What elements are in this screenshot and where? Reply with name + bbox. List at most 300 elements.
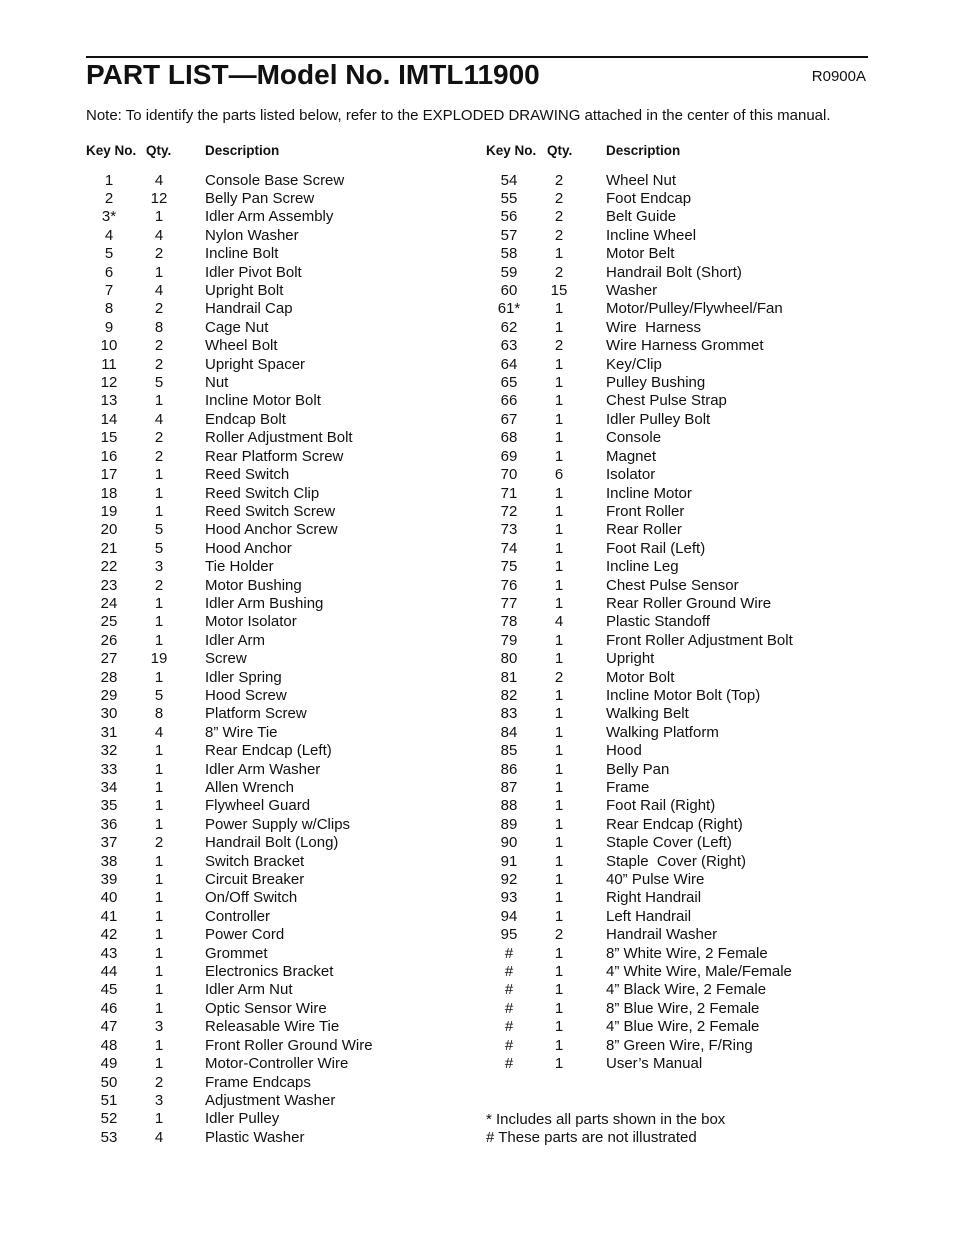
part-row (486, 1037, 866, 1055)
part-row (486, 908, 866, 926)
part-key-no: 68 (500, 429, 518, 447)
part-row (86, 172, 466, 190)
part-key-no: # (504, 1055, 514, 1073)
part-description: Walking Platform (606, 723, 719, 741)
part-qty: 8 (154, 318, 164, 336)
part-key-no: 60 (500, 282, 518, 300)
part-row (86, 540, 466, 558)
part-qty: 1 (554, 797, 564, 815)
part-description: Incline Bolt (205, 245, 279, 263)
part-key-no: 19 (100, 502, 118, 520)
part-key-no: 70 (500, 466, 518, 484)
part-description: Console Base Screw (205, 171, 345, 189)
part-description: Foot Endcap (606, 190, 692, 207)
part-row (86, 981, 466, 999)
part-row (86, 1018, 466, 1036)
part-key-no: 49 (100, 1055, 118, 1073)
part-key-no: 23 (100, 576, 118, 594)
part-qty: 19 (150, 650, 168, 668)
part-qty: 2 (154, 447, 164, 465)
part-qty: 1 (154, 926, 164, 944)
part-key-no: 29 (100, 686, 118, 704)
part-key-no: # (504, 963, 514, 981)
part-qty: 1 (554, 981, 564, 999)
part-row (86, 761, 466, 779)
part-row (486, 945, 866, 963)
part-row (86, 300, 466, 318)
part-description: Motor/Pulley/Flywheel/Fan (606, 300, 783, 318)
part-qty: 4 (154, 171, 164, 189)
part-key-no: 59 (500, 263, 518, 281)
part-key-no: 39 (100, 871, 118, 889)
part-description: Walking Belt (606, 705, 689, 723)
part-row (486, 834, 866, 852)
part-row (86, 816, 466, 834)
part-description: 8” White Wire, 2 Female (606, 944, 768, 962)
part-description: Belly Pan (606, 760, 670, 778)
part-row (486, 521, 866, 539)
key-no-header: Key No. (86, 143, 137, 158)
part-key-no: 45 (100, 981, 118, 999)
part-description: Idler Arm Washer (205, 760, 321, 778)
part-qty: 1 (554, 650, 564, 668)
part-row (486, 300, 866, 318)
part-qty: 2 (554, 171, 564, 189)
part-key-no: 77 (500, 594, 518, 612)
footnote-asterisk: * Includes all parts shown in the box (486, 1111, 726, 1128)
part-key-no: 34 (100, 779, 118, 796)
part-qty: 4 (154, 723, 164, 741)
part-row (486, 264, 866, 282)
part-key-no: 92 (500, 871, 518, 889)
part-key-no: 4 (104, 226, 114, 244)
part-row (86, 466, 466, 484)
part-qty: 1 (154, 1055, 164, 1073)
part-description: Idler Pulley (205, 1110, 280, 1128)
part-qty: 3 (154, 558, 164, 576)
part-key-no: 3* (101, 208, 117, 226)
part-row (486, 337, 866, 355)
part-description: Electronics Bracket (205, 963, 334, 981)
part-qty: 2 (154, 245, 164, 263)
part-description: Power Supply w/Clips (205, 815, 351, 833)
part-row (86, 945, 466, 963)
part-description: Screw (205, 650, 247, 668)
part-row (86, 613, 466, 631)
part-description: Motor Bolt (606, 668, 675, 686)
part-description: Wire Harness (606, 318, 702, 336)
part-key-no: 90 (500, 834, 518, 852)
part-description: Incline Wheel (606, 226, 697, 244)
part-row (86, 687, 466, 705)
part-row (486, 963, 866, 981)
part-key-no: 79 (500, 631, 518, 649)
part-description: Incline Leg (606, 558, 679, 576)
part-key-no: 55 (500, 190, 518, 207)
part-qty: 1 (154, 392, 164, 410)
part-description: Optic Sensor Wire (205, 999, 327, 1017)
part-description: Incline Motor (606, 484, 692, 502)
part-row (86, 963, 466, 981)
part-qty: 1 (554, 594, 564, 612)
part-key-no: 13 (100, 392, 118, 410)
part-qty: 5 (154, 374, 164, 392)
part-key-no: 11 (101, 355, 117, 373)
part-description: Frame (606, 779, 650, 796)
part-qty: 1 (554, 374, 564, 392)
part-qty: 1 (554, 539, 564, 557)
part-key-no: 89 (500, 815, 518, 833)
part-row (486, 245, 866, 263)
part-row (86, 319, 466, 337)
title-rule (86, 56, 868, 58)
part-key-no: # (504, 1036, 514, 1054)
part-qty: 1 (554, 686, 564, 704)
part-row (486, 926, 866, 944)
part-description: Magnet (606, 447, 657, 465)
part-description: Key/Clip (606, 355, 662, 373)
part-row (86, 797, 466, 815)
part-description: Plastic Washer (205, 1128, 305, 1146)
part-description: Left Handrail (606, 907, 692, 925)
part-key-no: 71 (500, 484, 518, 502)
part-qty: 1 (554, 871, 564, 889)
part-description: Plastic Standoff (606, 613, 710, 631)
part-description: Idler Arm Bushing (205, 594, 324, 612)
part-row (86, 521, 466, 539)
part-row (86, 208, 466, 226)
part-row (86, 742, 466, 760)
part-qty: 4 (154, 410, 164, 428)
part-description: Nylon Washer (205, 226, 299, 244)
part-key-no: 51 (100, 1091, 118, 1109)
part-key-no: 21 (100, 539, 118, 557)
part-qty: 3 (154, 1018, 164, 1036)
part-qty: 5 (154, 521, 164, 539)
part-qty: 1 (554, 300, 564, 318)
part-qty: 4 (554, 613, 564, 631)
part-key-no: 91 (500, 852, 518, 870)
part-description: Tie Holder (205, 558, 274, 576)
part-qty: 1 (554, 889, 564, 907)
part-row (86, 871, 466, 889)
part-qty: 1 (554, 576, 564, 594)
part-qty: 4 (154, 282, 164, 300)
part-key-no: 95 (500, 926, 518, 944)
part-row (86, 669, 466, 687)
part-qty: 4 (154, 1128, 164, 1146)
part-row (486, 669, 866, 687)
part-row (486, 208, 866, 226)
part-row (86, 926, 466, 944)
part-description: User’s Manual (606, 1055, 703, 1073)
part-row (86, 227, 466, 245)
part-qty: 1 (554, 245, 564, 263)
part-row (86, 1129, 466, 1147)
part-row (86, 356, 466, 374)
part-row (486, 540, 866, 558)
part-description: Isolator (606, 466, 656, 484)
part-key-no: # (504, 944, 514, 962)
part-description: 4” White Wire, Male/Female (606, 963, 792, 981)
part-qty: 1 (554, 1055, 564, 1073)
part-qty: 2 (554, 926, 564, 944)
part-description: Foot Rail (Right) (606, 797, 716, 815)
part-row (86, 245, 466, 263)
part-description: Hood Anchor Screw (205, 521, 338, 539)
part-description: 4” Black Wire, 2 Female (606, 981, 767, 999)
part-row (86, 577, 466, 595)
part-qty: 1 (554, 521, 564, 539)
part-row (86, 411, 466, 429)
part-description: Reed Switch (205, 466, 290, 484)
part-row (486, 981, 866, 999)
part-row (486, 558, 866, 576)
part-key-no: 73 (500, 521, 518, 539)
part-description: Allen Wrench (205, 779, 294, 796)
part-qty: 1 (554, 963, 564, 981)
qty-header: Qty. (146, 143, 172, 158)
part-qty: 1 (554, 852, 564, 870)
part-description: Front Roller Ground Wire (205, 1036, 373, 1054)
footnote-hash: # These parts are not illustrated (486, 1129, 697, 1147)
part-key-no: 83 (500, 705, 518, 723)
part-key-no: 78 (500, 613, 518, 631)
part-qty: 1 (154, 797, 164, 815)
part-description: 4” Blue Wire, 2 Female (606, 1018, 760, 1036)
part-key-no: 66 (500, 392, 518, 410)
part-key-no: 48 (100, 1036, 118, 1054)
part-qty: 1 (554, 318, 564, 336)
part-row (486, 172, 866, 190)
part-description: Idler Pulley Bolt (606, 410, 711, 428)
part-key-no: 94 (500, 907, 518, 925)
part-key-no: 74 (500, 539, 518, 557)
part-row (486, 650, 866, 668)
part-qty: 1 (154, 852, 164, 870)
part-key-no: 43 (100, 944, 118, 962)
part-key-no: 65 (500, 374, 518, 392)
part-description: Chest Pulse Strap (606, 392, 727, 410)
part-qty: 2 (154, 429, 164, 447)
part-description: Roller Adjustment Bolt (205, 429, 353, 447)
part-description: Cage Nut (205, 318, 269, 336)
part-qty: 2 (154, 355, 164, 373)
part-description: Flywheel Guard (205, 797, 311, 815)
part-key-no: 33 (100, 760, 118, 778)
part-row (486, 595, 866, 613)
part-row (486, 871, 866, 889)
part-key-no: 7 (104, 282, 114, 300)
part-qty: 1 (154, 263, 164, 281)
part-description: Upright Spacer (205, 355, 306, 373)
part-key-no: 50 (100, 1073, 118, 1091)
part-description: Console (606, 429, 662, 447)
part-row (486, 466, 866, 484)
part-key-no: 85 (500, 742, 518, 760)
part-row (86, 724, 466, 742)
part-key-no: 46 (100, 999, 118, 1017)
part-row (486, 724, 866, 742)
part-qty: 1 (154, 815, 164, 833)
part-key-no: 61* (497, 300, 521, 318)
part-row (486, 1055, 866, 1073)
description-header: Description (205, 143, 280, 158)
part-key-no: 1 (104, 171, 114, 189)
part-description: Reed Switch Screw (205, 502, 336, 520)
part-qty: 1 (154, 466, 164, 484)
part-row (486, 319, 866, 337)
part-description: Pulley Bushing (606, 374, 706, 392)
part-row (86, 558, 466, 576)
part-row (86, 889, 466, 907)
part-row (86, 264, 466, 282)
part-row (86, 485, 466, 503)
part-description: Idler Arm Nut (205, 981, 293, 999)
part-qty: 1 (554, 1036, 564, 1054)
part-row (486, 761, 866, 779)
left-column-header (86, 142, 466, 160)
part-key-no: 69 (500, 447, 518, 465)
part-row (86, 282, 466, 300)
part-qty: 1 (554, 815, 564, 833)
part-description: 40” Pulse Wire (606, 871, 705, 889)
part-qty: 1 (554, 502, 564, 520)
part-description: Handrail Cap (205, 300, 293, 318)
part-description: Wheel Nut (606, 171, 677, 189)
part-qty: 1 (154, 944, 164, 962)
part-qty: 1 (554, 631, 564, 649)
part-key-no: 10 (100, 337, 118, 355)
part-qty: 5 (154, 539, 164, 557)
part-row (486, 227, 866, 245)
part-row (86, 1110, 466, 1128)
part-key-no: 15 (100, 429, 118, 447)
part-qty: 1 (154, 742, 164, 760)
part-key-no: 20 (100, 521, 118, 539)
part-description: 8” Green Wire, F/Ring (606, 1036, 753, 1054)
part-description: Front Roller Adjustment Bolt (606, 631, 793, 649)
part-description: On/Off Switch (205, 889, 298, 907)
document-code: R0900A (811, 68, 866, 85)
part-qty: 2 (554, 668, 564, 686)
part-key-no: 38 (100, 852, 118, 870)
part-description: Idler Arm Assembly (205, 208, 334, 226)
part-key-no: 44 (100, 963, 118, 981)
part-description: Handrail Washer (606, 926, 718, 944)
part-description: Rear Endcap (Right) (606, 815, 743, 833)
part-qty: 1 (554, 429, 564, 447)
part-key-no: 52 (100, 1110, 118, 1128)
part-description: Motor-Controller Wire (205, 1055, 349, 1073)
part-qty: 1 (154, 907, 164, 925)
part-qty: 2 (554, 337, 564, 355)
part-row (86, 1000, 466, 1018)
part-description: Incline Motor Bolt (205, 392, 321, 410)
qty-header: Qty. (547, 143, 573, 158)
part-key-no: 2 (104, 190, 114, 207)
part-qty: 1 (154, 1036, 164, 1054)
part-row (86, 429, 466, 447)
part-description: 8” Blue Wire, 2 Female (606, 999, 760, 1017)
part-description: Rear Roller (606, 521, 682, 539)
part-row (486, 779, 866, 797)
part-description: Belt Guide (606, 208, 677, 226)
part-row (486, 632, 866, 650)
part-row (86, 1074, 466, 1092)
part-qty: 1 (554, 760, 564, 778)
part-description: Reed Switch Clip (205, 484, 320, 502)
part-key-no: 41 (100, 907, 118, 925)
part-qty: 2 (554, 226, 564, 244)
part-qty: 1 (154, 613, 164, 631)
part-qty: 1 (554, 907, 564, 925)
part-description: Circuit Breaker (205, 871, 305, 889)
page-title: PART LIST—Model No. IMTL11900 (86, 59, 540, 90)
part-qty: 1 (154, 631, 164, 649)
part-key-no: 12 (100, 374, 118, 392)
part-qty: 5 (154, 686, 164, 704)
part-description: Wire Harness Grommet (606, 337, 764, 355)
part-qty: 1 (154, 963, 164, 981)
part-row (486, 429, 866, 447)
part-key-no: 88 (500, 797, 518, 815)
part-description: Incline Motor Bolt (Top) (606, 686, 761, 704)
part-qty: 1 (554, 392, 564, 410)
part-description: Motor Belt (606, 245, 675, 263)
part-description: Hood Screw (205, 686, 287, 704)
part-description: Motor Bushing (205, 576, 302, 594)
part-qty: 1 (554, 484, 564, 502)
part-row (86, 448, 466, 466)
part-qty: 1 (554, 558, 564, 576)
part-row (86, 632, 466, 650)
part-row (86, 853, 466, 871)
part-key-no: 35 (100, 797, 118, 815)
part-description: Nut (205, 374, 229, 392)
part-description: Belly Pan Screw (205, 190, 315, 207)
part-description: Motor Isolator (205, 613, 297, 631)
part-key-no: 54 (500, 171, 518, 189)
part-row (86, 779, 466, 797)
part-qty: 1 (554, 944, 564, 962)
part-description: Right Handrail (606, 889, 702, 907)
part-key-no: 86 (500, 760, 518, 778)
part-key-no: 30 (100, 705, 118, 723)
part-qty: 1 (154, 208, 164, 226)
part-qty: 1 (154, 1110, 164, 1128)
part-qty: 1 (154, 484, 164, 502)
part-key-no: 75 (500, 558, 518, 576)
part-key-no: # (504, 981, 514, 999)
part-key-no: # (504, 1018, 514, 1036)
part-description: Idler Spring (205, 668, 282, 686)
part-qty: 1 (554, 1018, 564, 1036)
part-qty: 1 (554, 705, 564, 723)
part-key-no: 80 (500, 650, 518, 668)
part-row (486, 448, 866, 466)
part-key-no: 53 (100, 1128, 118, 1146)
part-qty: 1 (154, 871, 164, 889)
part-qty: 2 (554, 263, 564, 281)
part-description: Idler Pivot Bolt (205, 263, 302, 281)
part-qty: 1 (554, 410, 564, 428)
part-row (486, 1000, 866, 1018)
part-row (86, 1055, 466, 1073)
part-description: Handrail Bolt (Long) (205, 834, 339, 852)
part-description: 8” Wire Tie (205, 723, 278, 741)
part-qty: 2 (154, 337, 164, 355)
